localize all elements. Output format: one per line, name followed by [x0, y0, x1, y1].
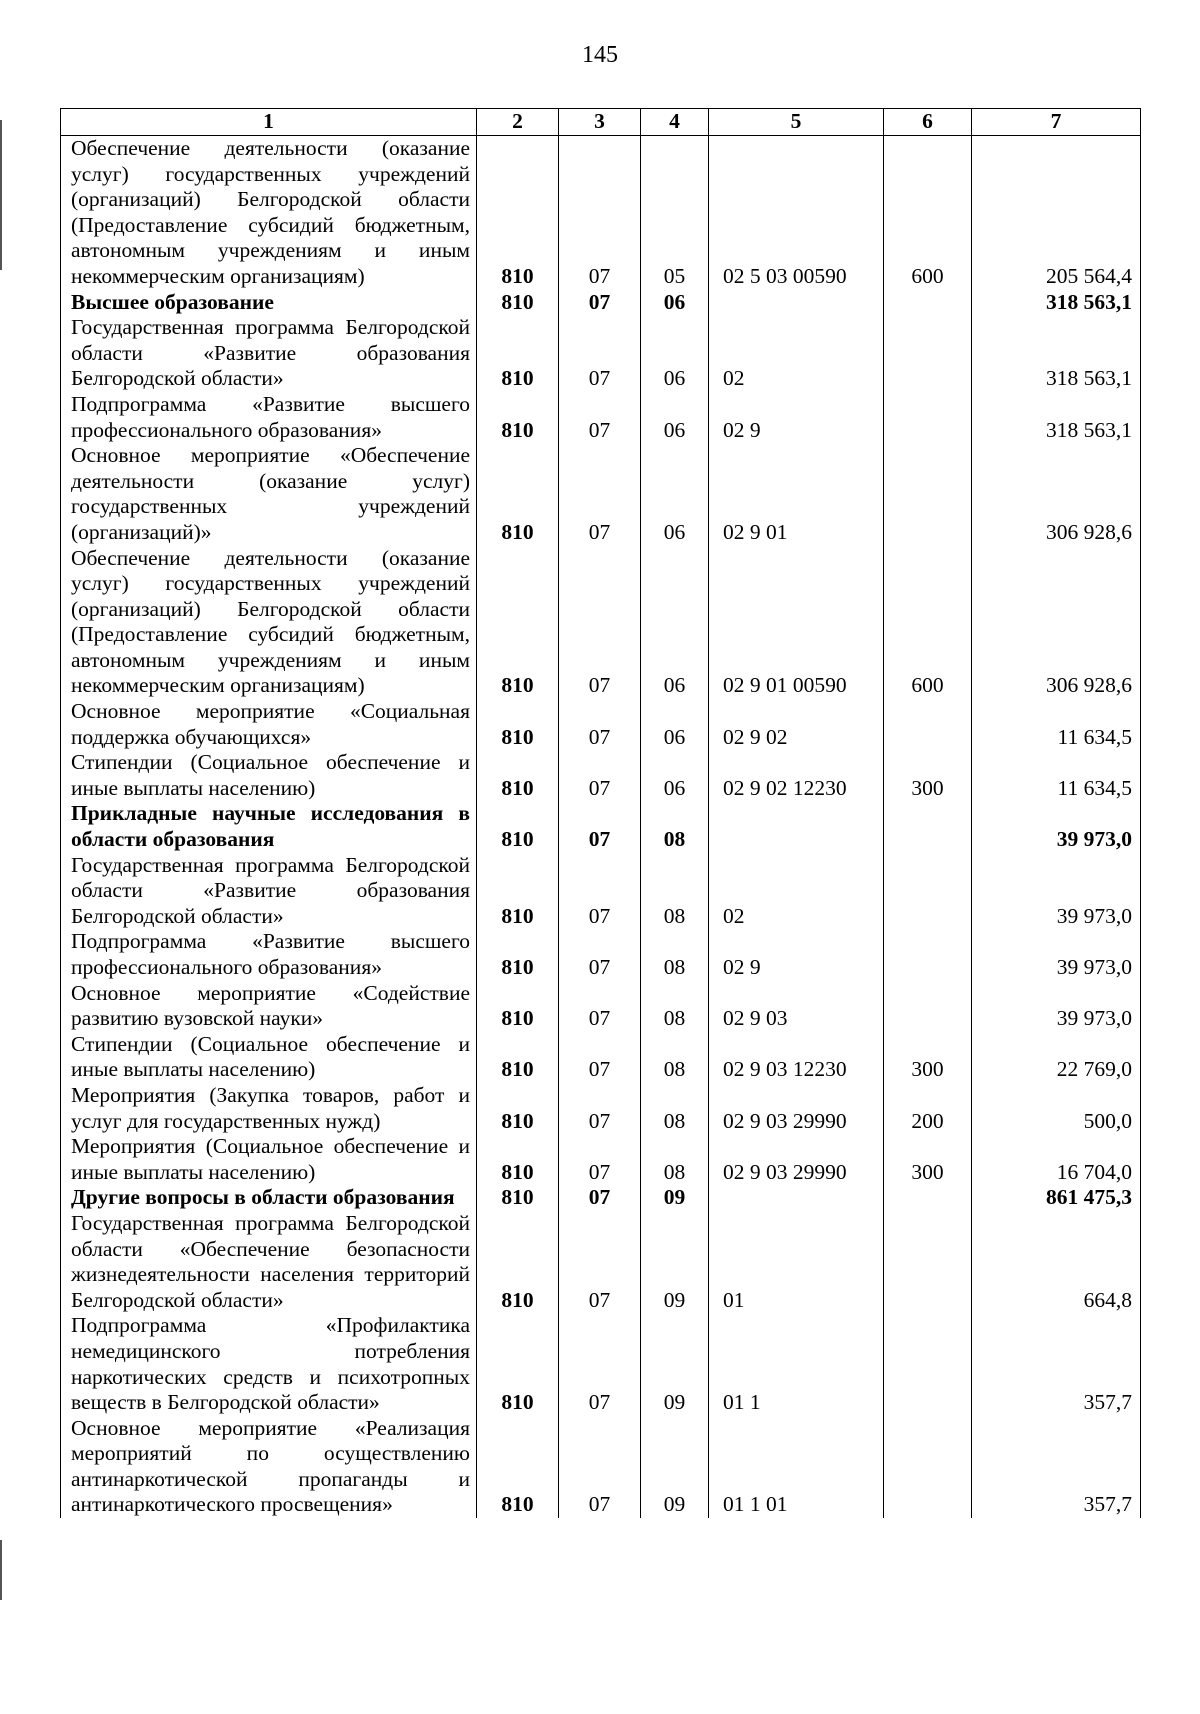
row-amount-cell: 357,7 [972, 1416, 1141, 1518]
row-subsection-code-cell: 06 [641, 315, 709, 392]
row-subsection-code-cell: 08 [641, 1083, 709, 1134]
row-subsection-code-cell: 09 [641, 1313, 709, 1415]
table-row [61, 1313, 1141, 1415]
row-ministry-code-cell: 810 [477, 443, 559, 545]
row-target-article-cell [709, 290, 884, 316]
row-expense-type-cell: 200 [884, 1083, 972, 1134]
row-section-code-cell: 07 [559, 1313, 641, 1415]
table-row [61, 315, 1141, 392]
row-amount-cell: 664,8 [972, 1211, 1141, 1313]
row-target-article-cell: 01 [709, 1211, 884, 1313]
row-name-cell: Государственная программа Белгородской области «Развитие образования Белгородской области» [61, 853, 477, 930]
table-row [61, 136, 1141, 290]
row-section-code-cell: 07 [559, 801, 641, 852]
table-row [61, 699, 1141, 750]
row-subsection-code-cell: 06 [641, 392, 709, 443]
row-name-cell: Основное мероприятие «Содействие развитию вузовской науки» [61, 981, 477, 1032]
row-expense-type-cell [884, 929, 972, 980]
row-expense-type-cell: 600 [884, 546, 972, 700]
row-target-article-cell [709, 801, 884, 852]
row-expense-type-cell: 300 [884, 1032, 972, 1083]
row-name-cell: Основное мероприятие «Социальная поддержка обучающихся» [61, 699, 477, 750]
row-name-cell: Подпрограмма «Развитие высшего профессионального образования» [61, 929, 477, 980]
row-amount-cell: 306 928,6 [972, 546, 1141, 700]
row-section-code-cell: 07 [559, 136, 641, 290]
row-ministry-code-cell: 810 [477, 136, 559, 290]
column-header-2: 2 [477, 109, 559, 136]
row-expense-type-cell [884, 392, 972, 443]
row-name-cell: Подпрограмма «Профилактика немедицинского потребления наркотических средств и психотропных веществ в Белгородской области» [61, 1313, 477, 1415]
row-subsection-code-cell: 08 [641, 853, 709, 930]
row-ministry-code-cell: 810 [477, 853, 559, 930]
scan-edge-mark [0, 120, 2, 270]
row-amount-cell: 16 704,0 [972, 1134, 1141, 1185]
row-section-code-cell: 07 [559, 853, 641, 930]
row-amount-cell: 357,7 [972, 1313, 1141, 1415]
row-target-article-cell: 02 [709, 315, 884, 392]
row-ministry-code-cell: 810 [477, 1032, 559, 1083]
row-name-cell: Стипендии (Социальное обеспечение и иные выплаты населению) [61, 750, 477, 801]
row-name-cell: Высшее образование [61, 290, 477, 316]
row-expense-type-cell [884, 981, 972, 1032]
row-subsection-code-cell: 06 [641, 290, 709, 316]
row-name-cell: Прикладные научные исследования в области образования [61, 801, 477, 852]
row-subsection-code-cell: 06 [641, 750, 709, 801]
row-name-cell: Основное мероприятие «Реализация мероприятий по осуществлению антинаркотической пропаганды и антинаркотического просвещения» [61, 1416, 477, 1518]
table-row [61, 392, 1141, 443]
row-amount-cell: 39 973,0 [972, 853, 1141, 930]
row-amount-cell: 318 563,1 [972, 315, 1141, 392]
table-row [61, 981, 1141, 1032]
row-subsection-code-cell: 05 [641, 136, 709, 290]
row-target-article-cell: 02 [709, 853, 884, 930]
table-row [61, 1416, 1141, 1518]
row-amount-cell: 11 634,5 [972, 750, 1141, 801]
row-expense-type-cell [884, 699, 972, 750]
row-ministry-code-cell: 810 [477, 1313, 559, 1415]
row-name-cell: Государственная программа Белгородской области «Развитие образования Белгородской области» [61, 315, 477, 392]
table-row [61, 1032, 1141, 1083]
row-target-article-cell: 02 9 03 [709, 981, 884, 1032]
row-ministry-code-cell: 810 [477, 315, 559, 392]
row-expense-type-cell [884, 801, 972, 852]
row-subsection-code-cell: 06 [641, 443, 709, 545]
table-header-row [61, 109, 1141, 136]
row-section-code-cell: 07 [559, 315, 641, 392]
row-ministry-code-cell: 810 [477, 929, 559, 980]
table-row [61, 1083, 1141, 1134]
row-subsection-code-cell: 09 [641, 1211, 709, 1313]
row-expense-type-cell [884, 1416, 972, 1518]
row-target-article-cell: 01 1 [709, 1313, 884, 1415]
row-ministry-code-cell: 810 [477, 981, 559, 1032]
table-row [61, 1134, 1141, 1185]
row-ministry-code-cell: 810 [477, 1134, 559, 1185]
row-amount-cell: 39 973,0 [972, 981, 1141, 1032]
row-expense-type-cell [884, 1211, 972, 1313]
row-subsection-code-cell: 09 [641, 1185, 709, 1211]
row-subsection-code-cell: 08 [641, 981, 709, 1032]
row-section-code-cell: 07 [559, 1032, 641, 1083]
column-header-4: 4 [641, 109, 709, 136]
column-header-3: 3 [559, 109, 641, 136]
row-name-cell: Обеспечение деятельности (оказание услуг) государственных учреждений (организаций) Белгородской области (Предоставление субсидий бюджетным, автономным учреждениям и иным некоммерческим организациям) [61, 546, 477, 700]
row-ministry-code-cell: 810 [477, 801, 559, 852]
row-target-article-cell: 02 9 03 12230 [709, 1032, 884, 1083]
row-target-article-cell: 02 9 03 29990 [709, 1134, 884, 1185]
row-subsection-code-cell: 08 [641, 801, 709, 852]
row-expense-type-cell [884, 443, 972, 545]
row-ministry-code-cell: 810 [477, 1083, 559, 1134]
row-section-code-cell: 07 [559, 1134, 641, 1185]
row-name-cell: Стипендии (Социальное обеспечение и иные выплаты населению) [61, 1032, 477, 1083]
row-name-cell: Другие вопросы в области образования [61, 1185, 477, 1211]
row-subsection-code-cell: 09 [641, 1416, 709, 1518]
row-amount-cell: 39 973,0 [972, 801, 1141, 852]
row-subsection-code-cell: 08 [641, 1032, 709, 1083]
row-ministry-code-cell: 810 [477, 1211, 559, 1313]
column-header-5: 5 [709, 109, 884, 136]
row-amount-cell: 318 563,1 [972, 290, 1141, 316]
row-section-code-cell: 07 [559, 443, 641, 545]
page-number: 145 [582, 42, 618, 68]
row-amount-cell: 22 769,0 [972, 1032, 1141, 1083]
row-amount-cell: 318 563,1 [972, 392, 1141, 443]
column-header-7: 7 [972, 109, 1141, 136]
row-ministry-code-cell: 810 [477, 1185, 559, 1211]
table-row [61, 546, 1141, 700]
row-amount-cell: 11 634,5 [972, 699, 1141, 750]
row-ministry-code-cell: 810 [477, 392, 559, 443]
row-expense-type-cell [884, 853, 972, 930]
row-expense-type-cell: 300 [884, 1134, 972, 1185]
row-target-article-cell: 02 9 03 29990 [709, 1083, 884, 1134]
row-section-code-cell: 07 [559, 290, 641, 316]
table-body [61, 136, 1141, 1519]
row-name-cell: Обеспечение деятельности (оказание услуг) государственных учреждений (организаций) Белгородской области (Предоставление субсидий бюджетным, автономным учреждениям и иным некоммерческим организациям) [61, 136, 477, 290]
row-amount-cell: 205 564,4 [972, 136, 1141, 290]
row-target-article-cell: 02 9 01 00590 [709, 546, 884, 700]
table-row [61, 801, 1141, 852]
row-target-article-cell: 02 9 02 12230 [709, 750, 884, 801]
row-expense-type-cell: 600 [884, 136, 972, 290]
row-amount-cell: 500,0 [972, 1083, 1141, 1134]
row-subsection-code-cell: 06 [641, 699, 709, 750]
row-section-code-cell: 07 [559, 546, 641, 700]
row-name-cell: Государственная программа Белгородской области «Обеспечение безопасности жизнедеятельности населения территорий Белгородской области» [61, 1211, 477, 1313]
row-expense-type-cell: 300 [884, 750, 972, 801]
table-row [61, 929, 1141, 980]
row-subsection-code-cell: 08 [641, 1134, 709, 1185]
row-ministry-code-cell: 810 [477, 546, 559, 700]
row-section-code-cell: 07 [559, 981, 641, 1032]
row-section-code-cell: 07 [559, 929, 641, 980]
row-target-article-cell: 02 9 02 [709, 699, 884, 750]
column-header-6: 6 [884, 109, 972, 136]
row-expense-type-cell [884, 1313, 972, 1415]
scan-edge-mark [0, 1540, 2, 1600]
table-row [61, 290, 1141, 316]
budget-table [60, 108, 1141, 1518]
row-subsection-code-cell: 08 [641, 929, 709, 980]
row-name-cell: Основное мероприятие «Обеспечение деятельности (оказание услуг) государственных учреждений (организаций)» [61, 443, 477, 545]
row-target-article-cell: 02 9 [709, 392, 884, 443]
table-row [61, 853, 1141, 930]
row-section-code-cell: 07 [559, 750, 641, 801]
table-row [61, 750, 1141, 801]
row-section-code-cell: 07 [559, 1416, 641, 1518]
row-target-article-cell: 02 5 03 00590 [709, 136, 884, 290]
row-section-code-cell: 07 [559, 1211, 641, 1313]
row-amount-cell: 861 475,3 [972, 1185, 1141, 1211]
row-amount-cell: 306 928,6 [972, 443, 1141, 545]
table-row [61, 443, 1141, 545]
row-name-cell: Мероприятия (Социальное обеспечение и иные выплаты населению) [61, 1134, 477, 1185]
row-amount-cell: 39 973,0 [972, 929, 1141, 980]
row-section-code-cell: 07 [559, 392, 641, 443]
row-target-article-cell: 02 9 [709, 929, 884, 980]
row-ministry-code-cell: 810 [477, 750, 559, 801]
row-section-code-cell: 07 [559, 1083, 641, 1134]
row-expense-type-cell [884, 1185, 972, 1211]
row-expense-type-cell [884, 315, 972, 392]
row-ministry-code-cell: 810 [477, 290, 559, 316]
row-name-cell: Подпрограмма «Развитие высшего профессионального образования» [61, 392, 477, 443]
column-header-1: 1 [61, 109, 477, 136]
row-name-cell: Мероприятия (Закупка товаров, работ и услуг для государственных нужд) [61, 1083, 477, 1134]
row-target-article-cell: 01 1 01 [709, 1416, 884, 1518]
row-section-code-cell: 07 [559, 1185, 641, 1211]
row-expense-type-cell [884, 290, 972, 316]
table-row [61, 1185, 1141, 1211]
row-target-article-cell [709, 1185, 884, 1211]
row-ministry-code-cell: 810 [477, 699, 559, 750]
row-ministry-code-cell: 810 [477, 1416, 559, 1518]
row-subsection-code-cell: 06 [641, 546, 709, 700]
row-section-code-cell: 07 [559, 699, 641, 750]
row-target-article-cell: 02 9 01 [709, 443, 884, 545]
table-row [61, 1211, 1141, 1313]
